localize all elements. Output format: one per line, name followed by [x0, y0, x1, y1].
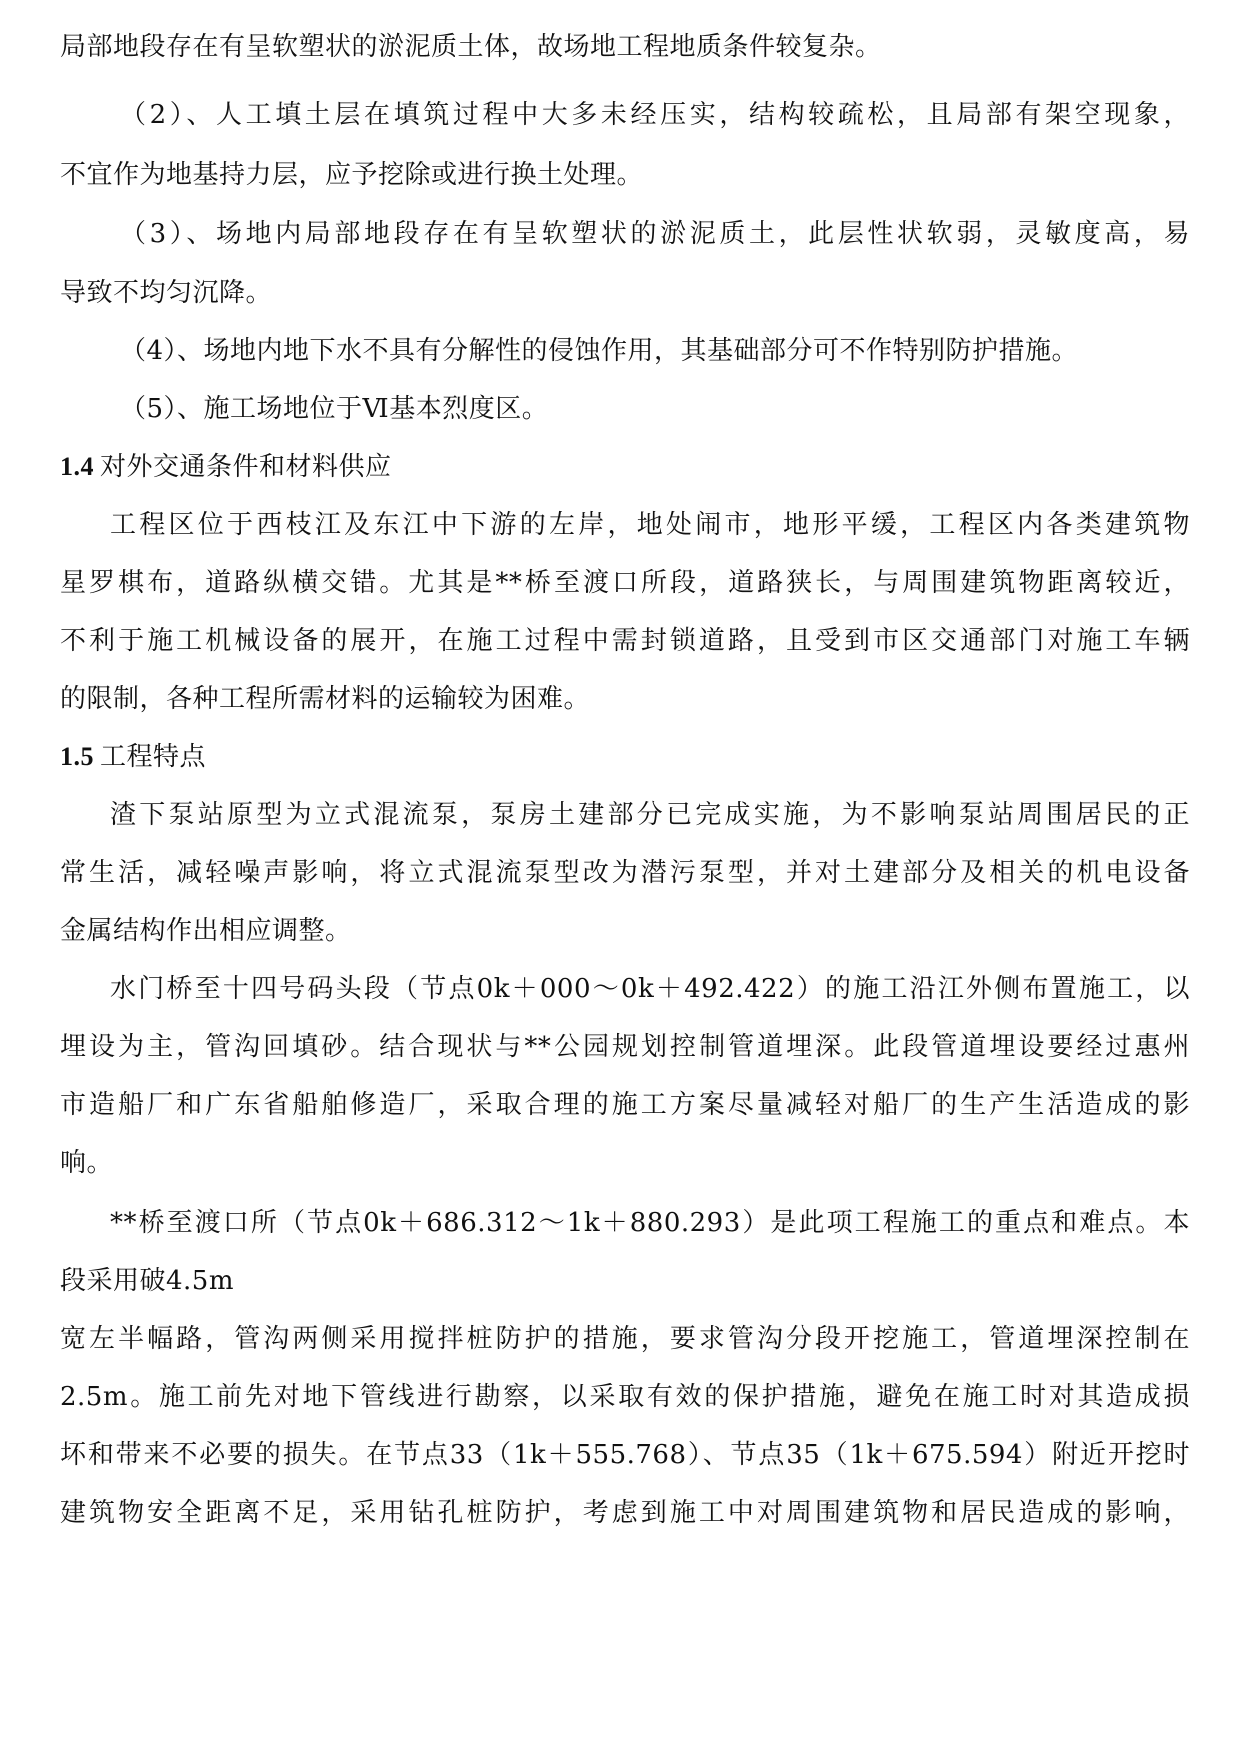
text-line: （3）、场地内局部地段存在有呈软塑状的淤泥质土，此层性状软弱，灵敏度高，易	[120, 219, 1190, 249]
text-line: 2.5m。施工前先对地下管线进行勘察，以采取有效的保护措施，避免在施工时对其造成损	[60, 1382, 1190, 1412]
section-title: 对外交通条件和材料供应	[100, 452, 392, 482]
text-line: 局部地段存在有呈软塑状的淤泥质土体，故场地工程地质条件较复杂。	[60, 32, 882, 62]
text-line: 常生活，减轻噪声影响，将立式混流泵型改为潜污泵型，并对土建部分及相关的机电设备	[60, 858, 1190, 888]
text-line: （2）、人工填土层在填筑过程中大多未经压实，结构较疏松，且局部有架空现象，	[120, 100, 1190, 130]
text-line: 响。	[60, 1148, 114, 1178]
text-line: （4）、场地内地下水不具有分解性的侵蚀作用，其基础部分可不作特别防护措施。	[120, 336, 1079, 366]
text-line: 坏和带来不必要的损失。在节点33（1k＋555.768）、节点35（1k＋675.594）附近开挖时	[60, 1440, 1190, 1470]
text-line: 埋设为主，管沟回填砂。结合现状与**公园规划控制管道埋深。此段管道埋设要经过惠州	[60, 1032, 1190, 1062]
section-number: 1.4	[60, 452, 94, 481]
text-line: 的限制，各种工程所需材料的运输较为困难。	[60, 684, 591, 714]
text-line: 宽左半幅路，管沟两侧采用搅拌桩防护的措施，要求管沟分段开挖施工，管道埋深控制在	[60, 1324, 1190, 1354]
section-number: 1.5	[60, 742, 94, 771]
text-line: 导致不均匀沉降。	[60, 278, 273, 308]
section-heading	[60, 740, 1190, 774]
text-line: 工程区位于西枝江及东江中下游的左岸，地处闹市，地形平缓，工程区内各类建筑物	[110, 510, 1190, 540]
section-title: 工程特点	[100, 742, 207, 772]
text-line: 建筑物安全距离不足，采用钻孔桩防护，考虑到施工中对周围建筑物和居民造成的影响，	[60, 1498, 1190, 1528]
text-line: 不宜作为地基持力层，应予挖除或进行换土处理。	[60, 160, 644, 190]
text-line: 星罗棋布，道路纵横交错。尤其是**桥至渡口所段，道路狭长，与周围建筑物距离较近，	[60, 568, 1190, 598]
text-line: 市造船厂和广东省船舶修造厂，采取合理的施工方案尽量减轻对船厂的生产生活造成的影	[60, 1090, 1190, 1120]
text-line: 段采用破4.5m	[60, 1266, 235, 1296]
text-line: （5）、施工场地位于Ⅵ基本烈度区。	[120, 394, 549, 424]
text-line: **桥至渡口所（节点0k＋686.312～1k＋880.293）是此项工程施工的重点和难点。本	[110, 1208, 1190, 1238]
text-line: 水门桥至十四号码头段（节点0k＋000～0k＋492.422）的施工沿江外侧布置施工，以	[110, 974, 1190, 1004]
text-line: 渣下泵站原型为立式混流泵，泵房土建部分已完成实施，为不影响泵站周围居民的正	[110, 800, 1190, 830]
section-heading	[60, 450, 1190, 484]
text-line: 金属结构作出相应调整。	[60, 916, 352, 946]
text-line: 不利于施工机械设备的展开，在施工过程中需封锁道路，且受到市区交通部门对施工车辆	[60, 626, 1190, 656]
